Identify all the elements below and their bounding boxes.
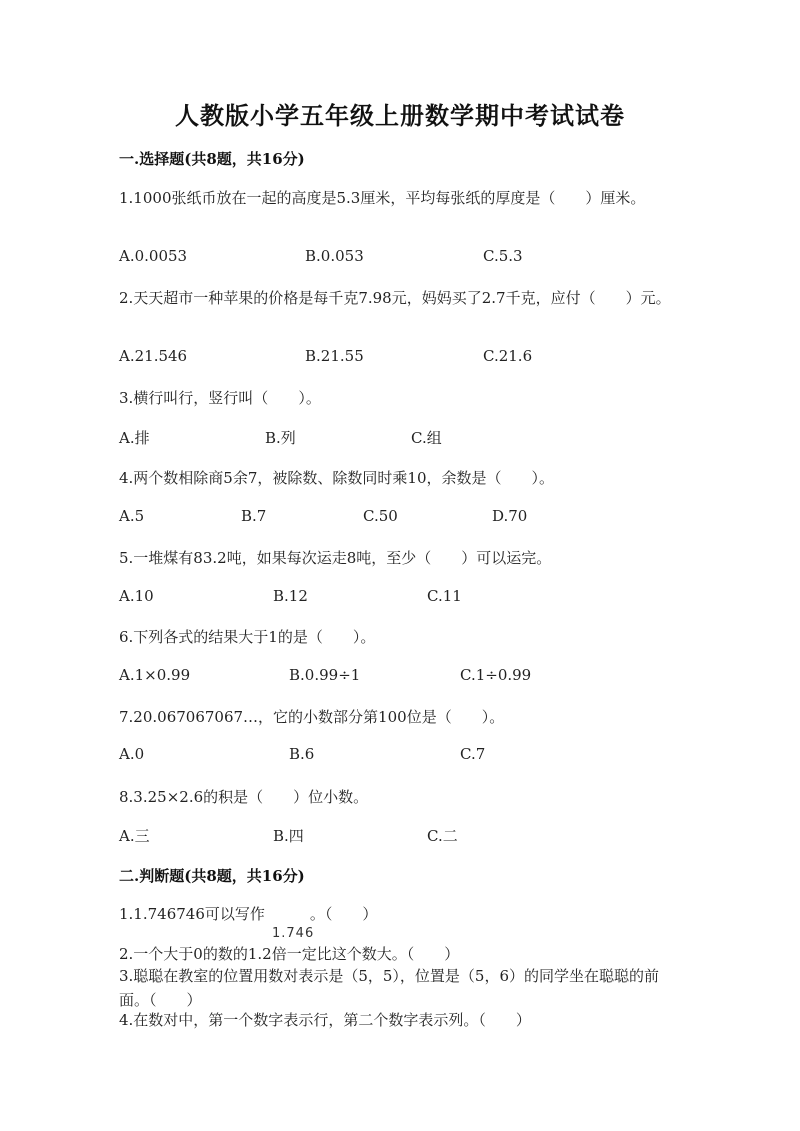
option-c: C.21.6 [483, 347, 533, 365]
option-a: A.0 [119, 745, 145, 763]
option-a: A.1×0.99 [119, 666, 191, 684]
option-c: C.11 [427, 587, 462, 605]
judge-question-3: 3.聪聪在教室的位置用数对表示是（5，5），位置是（5，6）的同学坐在聪聪的前面。（ ） [119, 967, 659, 1009]
question-1: 1.1000张纸币放在一起的高度是5.3厘米，平均每张纸的厚度是（ ）厘米。 [119, 189, 646, 207]
option-b: B.列 [265, 429, 296, 447]
option-c: C.组 [411, 429, 442, 447]
option-b: B.6 [289, 745, 315, 763]
option-a: A.5 [119, 507, 145, 525]
option-b: B.0.99÷1 [289, 666, 361, 684]
question-4: 4.两个数相除商5余7，被除数、除数同时乘10，余数是（ ）。 [119, 469, 554, 487]
option-c: C.50 [363, 507, 398, 525]
options-3 [119, 427, 719, 451]
option-a: A.0.0053 [119, 247, 188, 265]
option-c: C.二 [427, 827, 458, 845]
options-7 [119, 745, 719, 769]
option-b: B.四 [273, 827, 304, 845]
option-a: A.三 [119, 827, 150, 845]
options-6 [119, 666, 719, 690]
option-a: A.21.546 [119, 347, 188, 365]
question-5: 5.一堆煤有83.2吨，如果每次运走8吨，至少（ ）可以运完。 [119, 549, 552, 567]
section-heading-choice: 一.选择题(共8题，共16分) [119, 150, 305, 168]
option-b: B.0.053 [305, 247, 364, 265]
options-2 [119, 347, 719, 371]
option-b: B.21.55 [305, 347, 364, 365]
options-1 [119, 247, 719, 271]
judge-question-2: 2.一个大于0的数的1.2倍一定比这个数大。（ ） [119, 945, 460, 963]
section-heading-judgement: 二.判断题(共8题，共16分) [119, 867, 305, 885]
option-a: A.排 [119, 429, 150, 447]
options-5 [119, 587, 719, 611]
judge-question-1: 1.1.746746可以写作 。（ ） [119, 905, 378, 923]
question-7: 7.20.067067067…，它的小数部分第100位是（ ）。 [119, 708, 505, 726]
handwritten-answer: 1.746 [272, 926, 315, 941]
question-6: 6.下列各式的结果大于1的是（ ）。 [119, 628, 376, 646]
question-8: 8.3.25×2.6的积是（ ）位小数。 [119, 788, 369, 806]
option-b: B.7 [241, 507, 267, 525]
option-c: C.7 [460, 745, 486, 763]
option-c: C.1÷0.99 [460, 666, 532, 684]
option-a: A.10 [119, 587, 154, 605]
page-title: 人教版小学五年级上册数学期中考试试卷 [175, 101, 625, 130]
judge-question-4: 4.在数对中，第一个数字表示行，第二个数字表示列。（ ） [119, 1011, 531, 1029]
question-3: 3.横行叫行，竖行叫（ ）。 [119, 389, 321, 407]
question-2: 2.天天超市一种苹果的价格是每千克7.98元，妈妈买了2.7千克，应付（ ）元。 [119, 289, 671, 307]
options-4 [119, 507, 719, 531]
option-d: D.70 [492, 507, 528, 525]
option-c: C.5.3 [483, 247, 523, 265]
options-8 [119, 825, 719, 849]
option-b: B.12 [273, 587, 308, 605]
